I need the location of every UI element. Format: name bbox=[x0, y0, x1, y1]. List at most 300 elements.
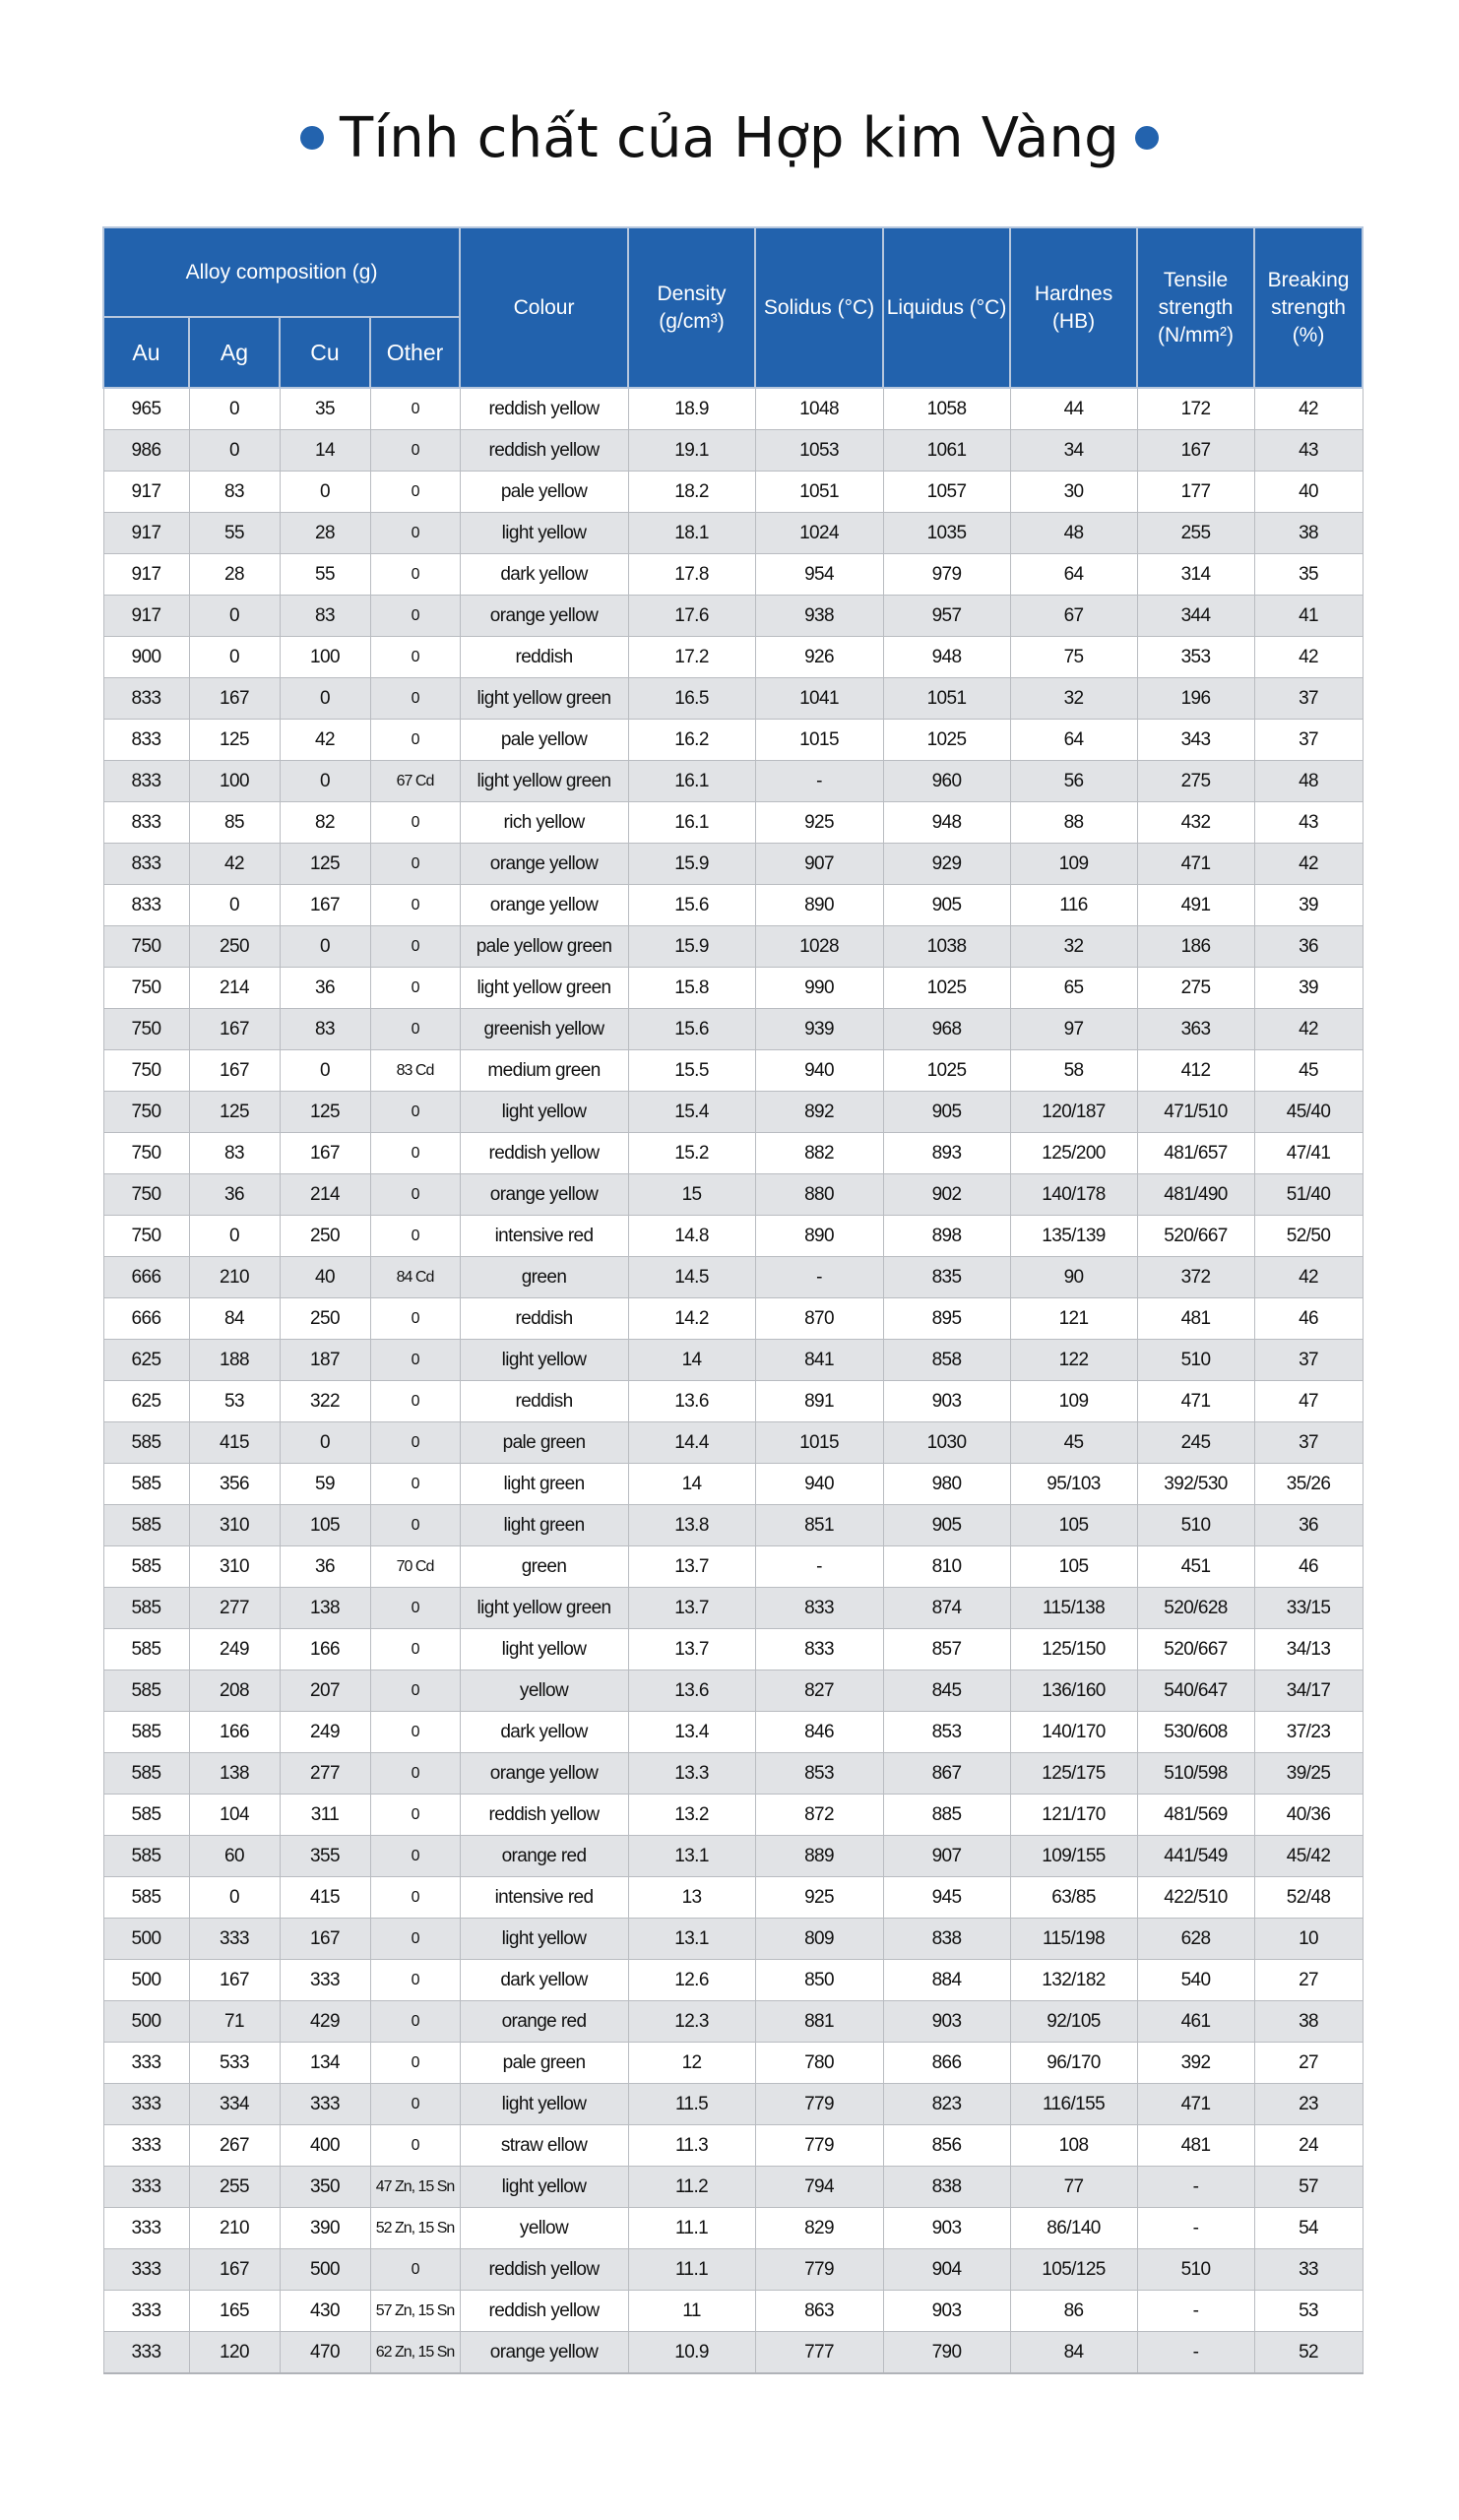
table-row bbox=[103, 1050, 1363, 1092]
cell-other: 0 bbox=[370, 1670, 460, 1712]
cell-au: 625 bbox=[103, 1340, 189, 1381]
cell-au: 585 bbox=[103, 1546, 189, 1588]
cell-ag: 277 bbox=[189, 1588, 280, 1629]
cell-ag: 104 bbox=[189, 1795, 280, 1836]
table-row bbox=[103, 2001, 1363, 2043]
header-cu: Cu bbox=[280, 317, 370, 388]
cell-au: 585 bbox=[103, 1877, 189, 1919]
cell-colour: straw ellow bbox=[460, 2125, 628, 2167]
cell-au: 333 bbox=[103, 2043, 189, 2084]
cell-colour: light yellow bbox=[460, 1919, 628, 1960]
cell-tensile: 540/647 bbox=[1137, 1670, 1254, 1712]
cell-density: 14 bbox=[628, 1464, 755, 1505]
cell-hardness: 140/178 bbox=[1010, 1174, 1137, 1216]
table-row bbox=[103, 513, 1363, 554]
cell-solidus: 872 bbox=[755, 1795, 883, 1836]
cell-tensile: 520/667 bbox=[1137, 1216, 1254, 1257]
cell-other: 0 bbox=[370, 388, 460, 430]
cell-other: 0 bbox=[370, 1092, 460, 1133]
cell-density: 13.3 bbox=[628, 1753, 755, 1795]
cell-tensile: - bbox=[1137, 2291, 1254, 2332]
table-row bbox=[103, 2167, 1363, 2208]
cell-tensile: 392/530 bbox=[1137, 1464, 1254, 1505]
cell-cu: 390 bbox=[280, 2208, 370, 2249]
cell-colour: pale yellow bbox=[460, 720, 628, 761]
cell-cu: 125 bbox=[280, 844, 370, 885]
cell-tensile: 172 bbox=[1137, 388, 1254, 430]
cell-breaking: 52/48 bbox=[1254, 1877, 1363, 1919]
cell-au: 585 bbox=[103, 1505, 189, 1546]
cell-colour: yellow bbox=[460, 1670, 628, 1712]
cell-cu: 250 bbox=[280, 1216, 370, 1257]
cell-cu: 100 bbox=[280, 637, 370, 678]
table-row bbox=[103, 2125, 1363, 2167]
cell-density: 15.6 bbox=[628, 885, 755, 926]
cell-hardness: 109 bbox=[1010, 1381, 1137, 1422]
cell-liquidus: 902 bbox=[883, 1174, 1010, 1216]
cell-tensile: 245 bbox=[1137, 1422, 1254, 1464]
cell-ag: 533 bbox=[189, 2043, 280, 2084]
table-row bbox=[103, 2208, 1363, 2249]
cell-other: 47 Zn, 15 Sn bbox=[370, 2167, 460, 2208]
cell-liquidus: 945 bbox=[883, 1877, 1010, 1919]
cell-cu: 0 bbox=[280, 926, 370, 968]
cell-solidus: 779 bbox=[755, 2084, 883, 2125]
cell-other: 0 bbox=[370, 1340, 460, 1381]
cell-au: 750 bbox=[103, 926, 189, 968]
cell-au: 585 bbox=[103, 1629, 189, 1670]
cell-liquidus: 856 bbox=[883, 2125, 1010, 2167]
cell-solidus: 891 bbox=[755, 1381, 883, 1422]
cell-other: 0 bbox=[370, 2084, 460, 2125]
cell-hardness: 32 bbox=[1010, 678, 1137, 720]
cell-other: 0 bbox=[370, 1381, 460, 1422]
cell-breaking: 41 bbox=[1254, 596, 1363, 637]
cell-au: 750 bbox=[103, 968, 189, 1009]
cell-liquidus: 905 bbox=[883, 1505, 1010, 1546]
cell-breaking: 37 bbox=[1254, 678, 1363, 720]
cell-other: 0 bbox=[370, 554, 460, 596]
cell-density: 17.6 bbox=[628, 596, 755, 637]
cell-other: 83 Cd bbox=[370, 1050, 460, 1092]
cell-cu: 415 bbox=[280, 1877, 370, 1919]
cell-colour: dark yellow bbox=[460, 1712, 628, 1753]
page-header bbox=[0, 98, 1459, 177]
cell-cu: 250 bbox=[280, 1298, 370, 1340]
cell-hardness: 109 bbox=[1010, 844, 1137, 885]
cell-ag: 210 bbox=[189, 1257, 280, 1298]
cell-breaking: 52 bbox=[1254, 2332, 1363, 2374]
cell-cu: 470 bbox=[280, 2332, 370, 2374]
cell-hardness: 136/160 bbox=[1010, 1670, 1137, 1712]
cell-breaking: 27 bbox=[1254, 1960, 1363, 2001]
cell-solidus: 1015 bbox=[755, 1422, 883, 1464]
cell-colour: green bbox=[460, 1546, 628, 1588]
cell-au: 833 bbox=[103, 678, 189, 720]
cell-other: 0 bbox=[370, 1298, 460, 1340]
cell-colour: orange yellow bbox=[460, 596, 628, 637]
cell-liquidus: 903 bbox=[883, 1381, 1010, 1422]
cell-au: 585 bbox=[103, 1753, 189, 1795]
cell-breaking: 47 bbox=[1254, 1381, 1363, 1422]
cell-tensile: 520/628 bbox=[1137, 1588, 1254, 1629]
cell-ag: 167 bbox=[189, 1960, 280, 2001]
table-row bbox=[103, 1836, 1363, 1877]
cell-solidus: 926 bbox=[755, 637, 883, 678]
cell-colour: light yellow green bbox=[460, 968, 628, 1009]
cell-colour: orange red bbox=[460, 2001, 628, 2043]
table-row bbox=[103, 678, 1363, 720]
cell-tensile: 471 bbox=[1137, 844, 1254, 885]
cell-breaking: 39/25 bbox=[1254, 1753, 1363, 1795]
cell-solidus: 851 bbox=[755, 1505, 883, 1546]
cell-breaking: 45/42 bbox=[1254, 1836, 1363, 1877]
cell-liquidus: 884 bbox=[883, 1960, 1010, 2001]
cell-au: 333 bbox=[103, 2084, 189, 2125]
cell-breaking: 39 bbox=[1254, 968, 1363, 1009]
cell-density: 15.6 bbox=[628, 1009, 755, 1050]
cell-solidus: 780 bbox=[755, 2043, 883, 2084]
cell-cu: 167 bbox=[280, 1919, 370, 1960]
cell-hardness: 135/139 bbox=[1010, 1216, 1137, 1257]
cell-au: 750 bbox=[103, 1174, 189, 1216]
cell-solidus: 846 bbox=[755, 1712, 883, 1753]
cell-tensile: - bbox=[1137, 2167, 1254, 2208]
cell-density: 16.2 bbox=[628, 720, 755, 761]
table-row bbox=[103, 1795, 1363, 1836]
cell-tensile: 481/569 bbox=[1137, 1795, 1254, 1836]
cell-other: 0 bbox=[370, 1836, 460, 1877]
cell-liquidus: 948 bbox=[883, 802, 1010, 844]
cell-au: 333 bbox=[103, 2125, 189, 2167]
cell-solidus: 940 bbox=[755, 1050, 883, 1092]
cell-solidus: 925 bbox=[755, 802, 883, 844]
cell-solidus: 890 bbox=[755, 885, 883, 926]
cell-solidus: 863 bbox=[755, 2291, 883, 2332]
cell-breaking: 45 bbox=[1254, 1050, 1363, 1092]
cell-solidus: 850 bbox=[755, 1960, 883, 2001]
table-row bbox=[103, 596, 1363, 637]
cell-colour: dark yellow bbox=[460, 554, 628, 596]
cell-breaking: 42 bbox=[1254, 388, 1363, 430]
cell-breaking: 57 bbox=[1254, 2167, 1363, 2208]
cell-tensile: 628 bbox=[1137, 1919, 1254, 1960]
table-row bbox=[103, 844, 1363, 885]
header-breaking-strength: Breaking strength (%) bbox=[1254, 227, 1363, 388]
cell-density: 14 bbox=[628, 1340, 755, 1381]
cell-ag: 55 bbox=[189, 513, 280, 554]
cell-other: 0 bbox=[370, 2249, 460, 2291]
cell-liquidus: 1025 bbox=[883, 968, 1010, 1009]
page-title: Tính chất của Hợp kim Vàng bbox=[340, 105, 1119, 170]
cell-other: 0 bbox=[370, 2043, 460, 2084]
cell-cu: 214 bbox=[280, 1174, 370, 1216]
table-row bbox=[103, 388, 1363, 430]
cell-solidus: - bbox=[755, 1546, 883, 1588]
cell-other: 0 bbox=[370, 1588, 460, 1629]
cell-colour: orange yellow bbox=[460, 2332, 628, 2374]
cell-solidus: 1024 bbox=[755, 513, 883, 554]
cell-tensile: 177 bbox=[1137, 472, 1254, 513]
cell-colour: reddish yellow bbox=[460, 430, 628, 472]
cell-solidus: 1028 bbox=[755, 926, 883, 968]
cell-density: 11 bbox=[628, 2291, 755, 2332]
table-row bbox=[103, 1753, 1363, 1795]
cell-liquidus: 838 bbox=[883, 2167, 1010, 2208]
bullet-dot-icon bbox=[300, 126, 324, 150]
cell-ag: 214 bbox=[189, 968, 280, 1009]
cell-ag: 188 bbox=[189, 1340, 280, 1381]
cell-breaking: 38 bbox=[1254, 513, 1363, 554]
cell-ag: 83 bbox=[189, 472, 280, 513]
cell-breaking: 37 bbox=[1254, 1422, 1363, 1464]
cell-breaking: 53 bbox=[1254, 2291, 1363, 2332]
cell-cu: 311 bbox=[280, 1795, 370, 1836]
cell-au: 500 bbox=[103, 1960, 189, 2001]
cell-hardness: 122 bbox=[1010, 1340, 1137, 1381]
cell-hardness: 64 bbox=[1010, 720, 1137, 761]
cell-breaking: 40/36 bbox=[1254, 1795, 1363, 1836]
cell-cu: 134 bbox=[280, 2043, 370, 2084]
cell-liquidus: 838 bbox=[883, 1919, 1010, 1960]
cell-ag: 120 bbox=[189, 2332, 280, 2374]
cell-au: 917 bbox=[103, 554, 189, 596]
cell-other: 0 bbox=[370, 1505, 460, 1546]
cell-cu: 0 bbox=[280, 472, 370, 513]
cell-cu: 207 bbox=[280, 1670, 370, 1712]
cell-ag: 0 bbox=[189, 885, 280, 926]
cell-liquidus: 790 bbox=[883, 2332, 1010, 2374]
cell-liquidus: 905 bbox=[883, 885, 1010, 926]
cell-density: 13 bbox=[628, 1877, 755, 1919]
cell-liquidus: 903 bbox=[883, 2291, 1010, 2332]
header-alloy-composition: Alloy composition (g) bbox=[103, 227, 460, 317]
cell-solidus: 1048 bbox=[755, 388, 883, 430]
cell-liquidus: 858 bbox=[883, 1340, 1010, 1381]
cell-cu: 105 bbox=[280, 1505, 370, 1546]
cell-solidus: 1041 bbox=[755, 678, 883, 720]
cell-density: 13.1 bbox=[628, 1919, 755, 1960]
cell-au: 585 bbox=[103, 1712, 189, 1753]
cell-colour: reddish bbox=[460, 637, 628, 678]
cell-liquidus: 1025 bbox=[883, 720, 1010, 761]
cell-density: 11.5 bbox=[628, 2084, 755, 2125]
cell-colour: light yellow green bbox=[460, 1588, 628, 1629]
cell-density: 15.2 bbox=[628, 1133, 755, 1174]
cell-breaking: 33 bbox=[1254, 2249, 1363, 2291]
cell-tensile: 186 bbox=[1137, 926, 1254, 968]
cell-density: 12.6 bbox=[628, 1960, 755, 2001]
cell-hardness: 125/200 bbox=[1010, 1133, 1137, 1174]
table-row bbox=[103, 1670, 1363, 1712]
cell-hardness: 125/150 bbox=[1010, 1629, 1137, 1670]
cell-au: 333 bbox=[103, 2249, 189, 2291]
cell-hardness: 88 bbox=[1010, 802, 1137, 844]
cell-ag: 210 bbox=[189, 2208, 280, 2249]
cell-au: 666 bbox=[103, 1257, 189, 1298]
cell-au: 833 bbox=[103, 802, 189, 844]
cell-liquidus: 929 bbox=[883, 844, 1010, 885]
table-row bbox=[103, 1877, 1363, 1919]
cell-hardness: 108 bbox=[1010, 2125, 1137, 2167]
cell-au: 585 bbox=[103, 1670, 189, 1712]
cell-ag: 53 bbox=[189, 1381, 280, 1422]
table-row bbox=[103, 2332, 1363, 2374]
cell-tensile: 392 bbox=[1137, 2043, 1254, 2084]
cell-hardness: 34 bbox=[1010, 430, 1137, 472]
cell-colour: orange yellow bbox=[460, 1174, 628, 1216]
gold-alloy-properties-table bbox=[102, 226, 1364, 2374]
cell-hardness: 86 bbox=[1010, 2291, 1137, 2332]
cell-liquidus: 904 bbox=[883, 2249, 1010, 2291]
table-row bbox=[103, 1216, 1363, 1257]
cell-tensile: 314 bbox=[1137, 554, 1254, 596]
cell-ag: 167 bbox=[189, 1009, 280, 1050]
cell-ag: 333 bbox=[189, 1919, 280, 1960]
cell-density: 15.5 bbox=[628, 1050, 755, 1092]
cell-liquidus: 957 bbox=[883, 596, 1010, 637]
cell-solidus: 880 bbox=[755, 1174, 883, 1216]
cell-au: 986 bbox=[103, 430, 189, 472]
cell-colour: orange yellow bbox=[460, 1753, 628, 1795]
cell-density: 16.1 bbox=[628, 802, 755, 844]
cell-tensile: 520/667 bbox=[1137, 1629, 1254, 1670]
table-row bbox=[103, 1919, 1363, 1960]
cell-au: 750 bbox=[103, 1050, 189, 1092]
cell-au: 585 bbox=[103, 1588, 189, 1629]
cell-liquidus: 903 bbox=[883, 2208, 1010, 2249]
cell-cu: 400 bbox=[280, 2125, 370, 2167]
cell-colour: intensive red bbox=[460, 1877, 628, 1919]
cell-ag: 71 bbox=[189, 2001, 280, 2043]
header-liquidus: Liquidus (°C) bbox=[883, 227, 1010, 388]
cell-density: 17.8 bbox=[628, 554, 755, 596]
cell-ag: 165 bbox=[189, 2291, 280, 2332]
cell-cu: 350 bbox=[280, 2167, 370, 2208]
cell-other: 0 bbox=[370, 802, 460, 844]
cell-solidus: 954 bbox=[755, 554, 883, 596]
cell-colour: reddish yellow bbox=[460, 388, 628, 430]
table-row bbox=[103, 1960, 1363, 2001]
cell-tensile: 422/510 bbox=[1137, 1877, 1254, 1919]
cell-ag: 167 bbox=[189, 1050, 280, 1092]
cell-hardness: 105 bbox=[1010, 1546, 1137, 1588]
cell-solidus: 809 bbox=[755, 1919, 883, 1960]
cell-hardness: 140/170 bbox=[1010, 1712, 1137, 1753]
cell-solidus: 829 bbox=[755, 2208, 883, 2249]
cell-solidus: 925 bbox=[755, 1877, 883, 1919]
cell-liquidus: 895 bbox=[883, 1298, 1010, 1340]
cell-tensile: 481/657 bbox=[1137, 1133, 1254, 1174]
cell-hardness: 75 bbox=[1010, 637, 1137, 678]
cell-density: 16.1 bbox=[628, 761, 755, 802]
cell-ag: 0 bbox=[189, 1877, 280, 1919]
cell-au: 900 bbox=[103, 637, 189, 678]
cell-other: 57 Zn, 15 Sn bbox=[370, 2291, 460, 2332]
cell-cu: 322 bbox=[280, 1381, 370, 1422]
cell-ag: 208 bbox=[189, 1670, 280, 1712]
cell-cu: 83 bbox=[280, 1009, 370, 1050]
cell-tensile: 353 bbox=[1137, 637, 1254, 678]
cell-liquidus: 968 bbox=[883, 1009, 1010, 1050]
cell-hardness: 32 bbox=[1010, 926, 1137, 968]
cell-au: 750 bbox=[103, 1092, 189, 1133]
cell-liquidus: 853 bbox=[883, 1712, 1010, 1753]
cell-au: 833 bbox=[103, 720, 189, 761]
cell-density: 11.1 bbox=[628, 2208, 755, 2249]
cell-ag: 84 bbox=[189, 1298, 280, 1340]
cell-colour: light yellow bbox=[460, 513, 628, 554]
cell-other: 0 bbox=[370, 513, 460, 554]
header-other: Other bbox=[370, 317, 460, 388]
cell-tensile: - bbox=[1137, 2332, 1254, 2374]
cell-other: 0 bbox=[370, 1753, 460, 1795]
cell-cu: 83 bbox=[280, 596, 370, 637]
cell-breaking: 43 bbox=[1254, 430, 1363, 472]
bullet-dot-icon bbox=[1135, 126, 1159, 150]
table-row bbox=[103, 720, 1363, 761]
cell-au: 585 bbox=[103, 1422, 189, 1464]
cell-colour: light yellow bbox=[460, 2084, 628, 2125]
cell-tensile: 343 bbox=[1137, 720, 1254, 761]
cell-liquidus: 898 bbox=[883, 1216, 1010, 1257]
cell-hardness: 86/140 bbox=[1010, 2208, 1137, 2249]
cell-density: 17.2 bbox=[628, 637, 755, 678]
cell-hardness: 109/155 bbox=[1010, 1836, 1137, 1877]
cell-ag: 0 bbox=[189, 388, 280, 430]
cell-solidus: 870 bbox=[755, 1298, 883, 1340]
cell-liquidus: 835 bbox=[883, 1257, 1010, 1298]
table-row bbox=[103, 1546, 1363, 1588]
cell-density: 15 bbox=[628, 1174, 755, 1216]
cell-tensile: 451 bbox=[1137, 1546, 1254, 1588]
cell-colour: pale yellow green bbox=[460, 926, 628, 968]
cell-tensile: 471/510 bbox=[1137, 1092, 1254, 1133]
cell-tensile: 275 bbox=[1137, 968, 1254, 1009]
cell-breaking: 46 bbox=[1254, 1298, 1363, 1340]
cell-ag: 0 bbox=[189, 596, 280, 637]
cell-solidus: 882 bbox=[755, 1133, 883, 1174]
cell-solidus: 1053 bbox=[755, 430, 883, 472]
cell-density: 15.9 bbox=[628, 926, 755, 968]
cell-hardness: 65 bbox=[1010, 968, 1137, 1009]
cell-liquidus: 885 bbox=[883, 1795, 1010, 1836]
table-row bbox=[103, 2084, 1363, 2125]
cell-other: 0 bbox=[370, 637, 460, 678]
cell-hardness: 95/103 bbox=[1010, 1464, 1137, 1505]
cell-colour: light green bbox=[460, 1505, 628, 1546]
cell-density: 13.1 bbox=[628, 1836, 755, 1877]
cell-hardness: 44 bbox=[1010, 388, 1137, 430]
table-row bbox=[103, 1712, 1363, 1753]
cell-colour: orange red bbox=[460, 1836, 628, 1877]
cell-other: 0 bbox=[370, 1133, 460, 1174]
cell-hardness: 125/175 bbox=[1010, 1753, 1137, 1795]
table-row bbox=[103, 2043, 1363, 2084]
cell-ag: 100 bbox=[189, 761, 280, 802]
cell-tensile: 372 bbox=[1137, 1257, 1254, 1298]
cell-density: 11.2 bbox=[628, 2167, 755, 2208]
cell-other: 0 bbox=[370, 678, 460, 720]
cell-hardness: 120/187 bbox=[1010, 1092, 1137, 1133]
cell-cu: 138 bbox=[280, 1588, 370, 1629]
cell-tensile: 196 bbox=[1137, 678, 1254, 720]
cell-liquidus: 810 bbox=[883, 1546, 1010, 1588]
cell-cu: 82 bbox=[280, 802, 370, 844]
cell-breaking: 33/15 bbox=[1254, 1588, 1363, 1629]
cell-ag: 415 bbox=[189, 1422, 280, 1464]
table-row bbox=[103, 802, 1363, 844]
